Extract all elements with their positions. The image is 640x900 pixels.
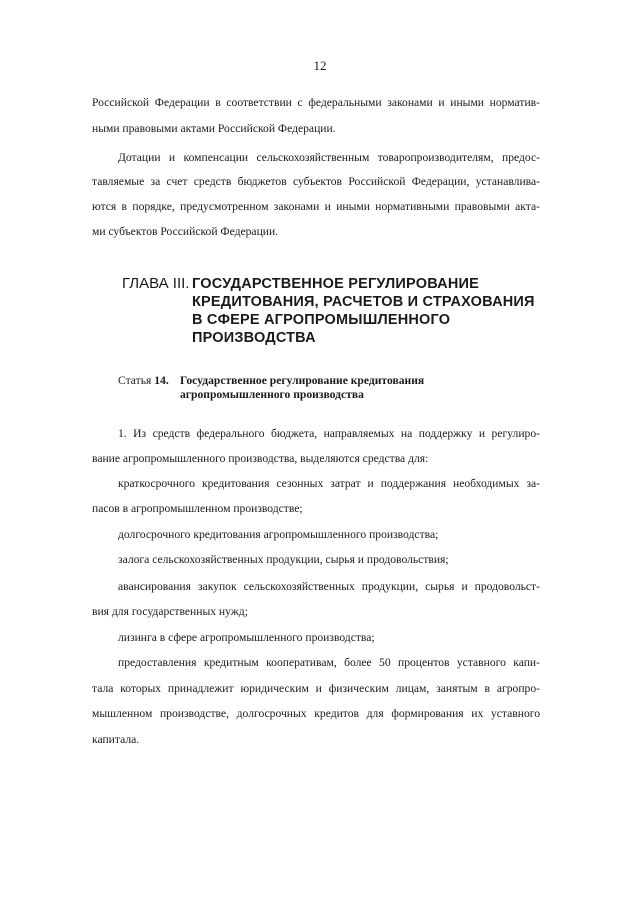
chapter-title: [192, 275, 552, 347]
article-label: [118, 374, 169, 388]
body-line: мышленном производстве, долгосрочных кредитов для формирования их уставного: [92, 707, 540, 720]
body-line: лизинга в сфере агропромышленного производства;: [118, 631, 375, 644]
article-word: Статья: [118, 374, 152, 387]
body-line: долгосрочного кредитования агропромышленного производства;: [118, 528, 439, 541]
chapter-title-line: В СФЕРЕ АГРОПРОМЫШЛЕННОГО: [192, 312, 451, 328]
body-line: капитала.: [92, 733, 140, 746]
article-title: [180, 374, 424, 402]
body-line: 1. Из средств федерального бюджета, направляемых на поддержку и регулиро-: [118, 427, 540, 440]
article-title-line: Государственное регулирование кредитования: [180, 374, 425, 387]
body-line: краткосрочного кредитования сезонных затрат и поддержания необходимых за-: [118, 477, 540, 490]
subsidy-line: Дотации и компенсации сельскохозяйственным товаропроизводителям, предос-: [118, 151, 540, 164]
subsidy-line: ми субъектов Российской Федерации.: [92, 225, 279, 238]
subsidy-line: тавляемые за счет средств бюджетов субъектов Российской Федерации, устанавлива-: [92, 175, 540, 188]
intro-line: Российской Федерации в соответствии с федеральными законами и иными норматив-: [92, 96, 540, 109]
body-line: вание агропромышленного производства, выделяются средства для:: [92, 452, 429, 465]
body-line: авансирования закупок сельскохозяйственных продукции, сырья и продовольст-: [118, 580, 540, 593]
article-number: 14.: [154, 374, 169, 387]
intro-line: ными правовыми актами Российской Федерации.: [92, 122, 336, 135]
page-number: 12: [313, 58, 327, 73]
body-line: тала которых принадлежит юридическим и физическим лицам, занятым в агропро-: [92, 682, 540, 695]
article-title-line: агропромышленного производства: [180, 388, 364, 401]
chapter-title-line: ПРОИЗВОДСТВА: [192, 330, 316, 346]
body-line: пасов в агропромышленном производстве;: [92, 502, 303, 515]
subsidy-line: ются в порядке, предусмотренном законами и иными нормативными правовыми акта-: [92, 200, 540, 213]
chapter-title-line: ГОСУДАРСТВЕННОЕ РЕГУЛИРОВАНИЕ: [192, 276, 479, 292]
body-line: предоставления кредитным кооперативам, более 50 процентов уставного капи-: [118, 656, 540, 669]
body-line: залога сельскохозяйственных продукции, сырья и продовольствия;: [118, 553, 449, 566]
body-line: вия для государственных нужд;: [92, 605, 248, 618]
chapter-title-line: КРЕДИТОВАНИЯ, РАСЧЕТОВ И СТРАХОВАНИЯ: [192, 294, 535, 310]
chapter-number: ГЛАВА III.: [122, 275, 190, 292]
